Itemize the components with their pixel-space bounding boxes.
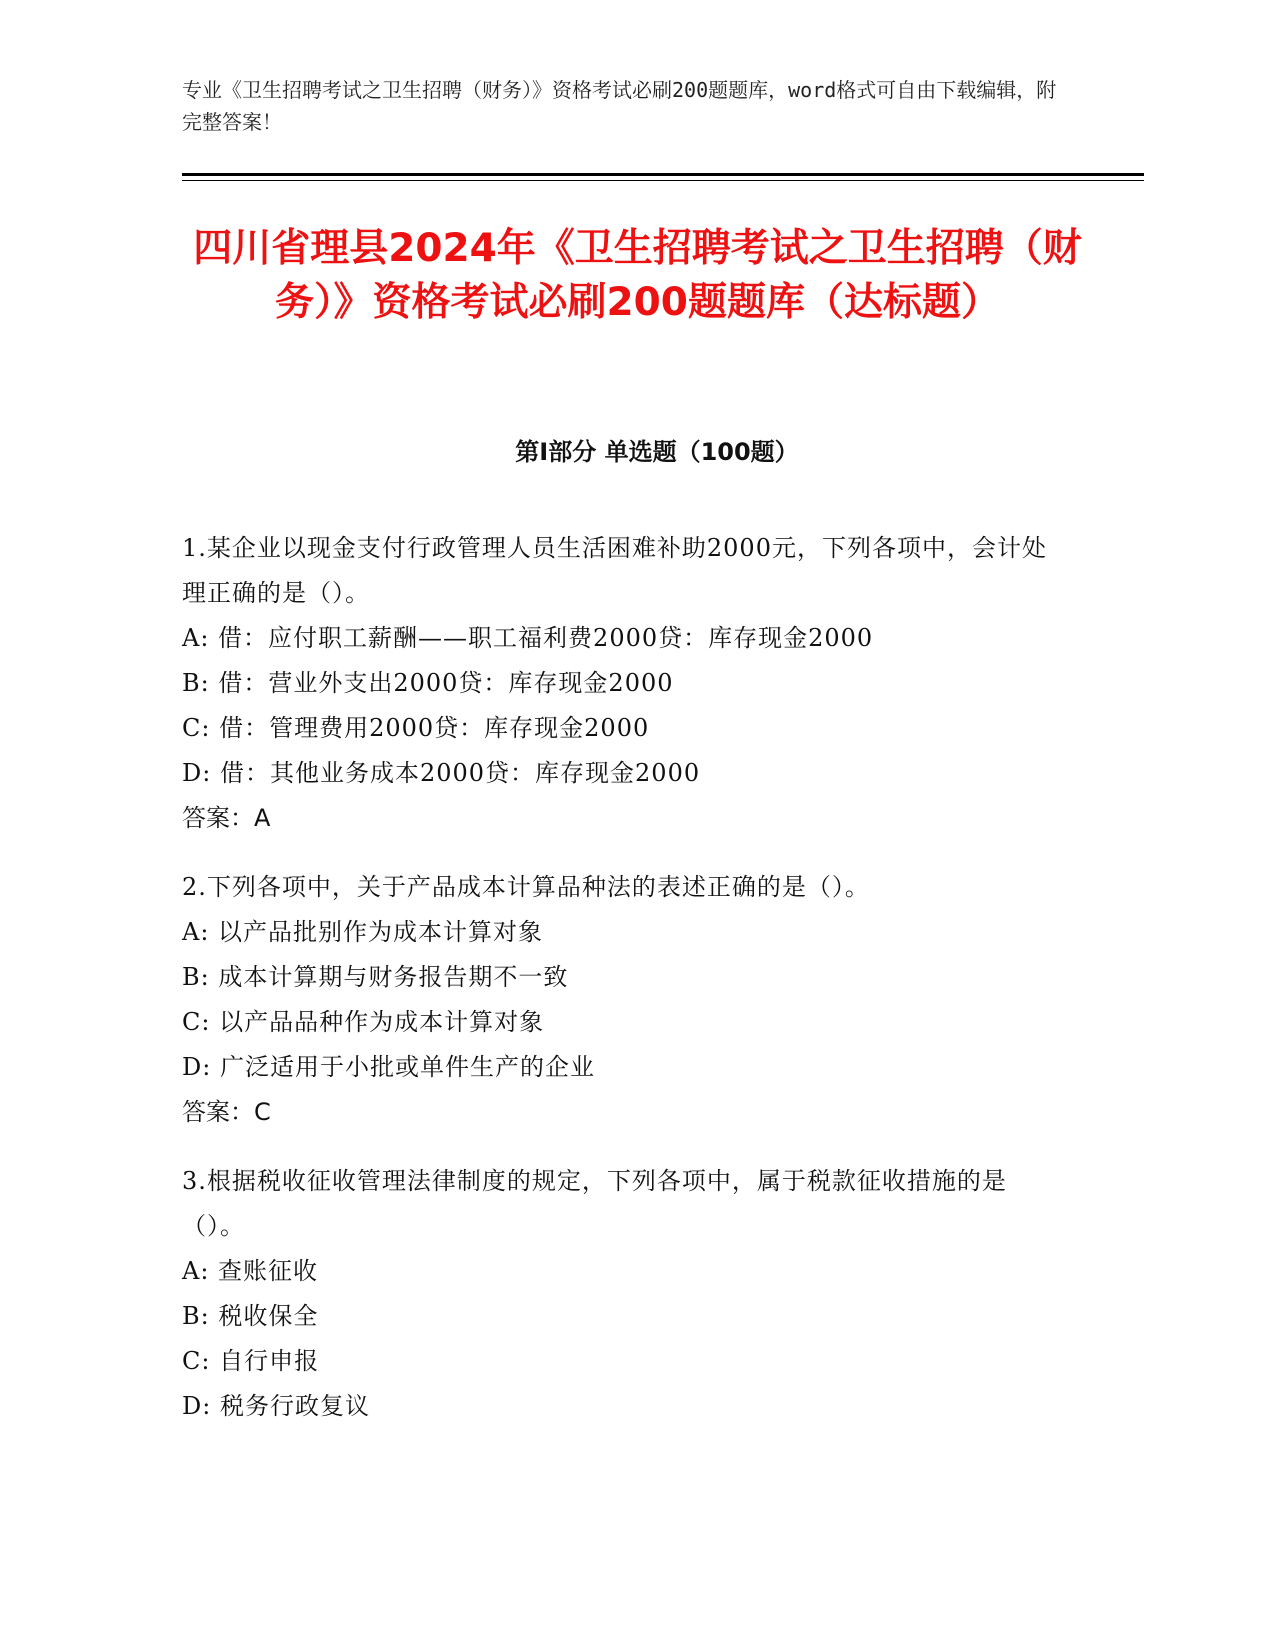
option-c: C: 自行申报	[182, 1347, 320, 1375]
option-b: B: 成本计算期与财务报告期不一致	[182, 963, 569, 991]
document-title: 四川省理县2024年《卫生招聘考试之卫生招聘（财务）》资格考试必刷200题题库（达标题）	[193, 226, 1082, 325]
option-d: D: 税务行政复议	[182, 1392, 370, 1420]
option-b: B: 税收保全	[182, 1302, 319, 1330]
option-b: B: 借：营业外支出2000贷：库存现金2000	[182, 669, 674, 697]
option-a: A: 借：应付职工薪酬——职工福利费2000贷：库存现金2000	[182, 624, 874, 652]
option-d: D: 广泛适用于小批或单件生产的企业	[182, 1053, 595, 1081]
header-rule-thick	[182, 173, 1144, 176]
answer: 答案：C	[182, 1098, 271, 1126]
option-c: C: 借：管理费用2000贷：库存现金2000	[182, 714, 650, 742]
section-title: 第I部分 单选题（100题）	[515, 438, 799, 466]
option-d: D: 借：其他业务成本2000贷：库存现金2000	[182, 759, 701, 787]
option-a: A: 以产品批别作为成本计算对象	[182, 918, 544, 946]
header-note: 专业《卫生招聘考试之卫生招聘（财务）》资格考试必刷200题题库，word格式可自由下载编辑，附完整答案！	[182, 78, 1057, 134]
answer: 答案：A	[182, 804, 271, 832]
question-stem: 2.下列各项中，关于产品成本计算品种法的表述正确的是（）。	[182, 873, 870, 901]
question-1	[182, 526, 1062, 841]
question-3	[182, 1159, 1062, 1429]
option-c: C: 以产品品种作为成本计算对象	[182, 1008, 545, 1036]
question-stem: 3.根据税收征收管理法律制度的规定，下列各项中，属于税款征收措施的是（）。	[182, 1167, 1007, 1240]
option-a: A: 查账征收	[182, 1257, 319, 1285]
header-rule-thin	[182, 180, 1144, 181]
question-2	[182, 865, 1062, 1135]
question-stem: 1.某企业以现金支付行政管理人员生活困难补助2000元，下列各项中，会计处理正确的是（）。	[182, 534, 1047, 607]
question-list	[182, 526, 1062, 1453]
